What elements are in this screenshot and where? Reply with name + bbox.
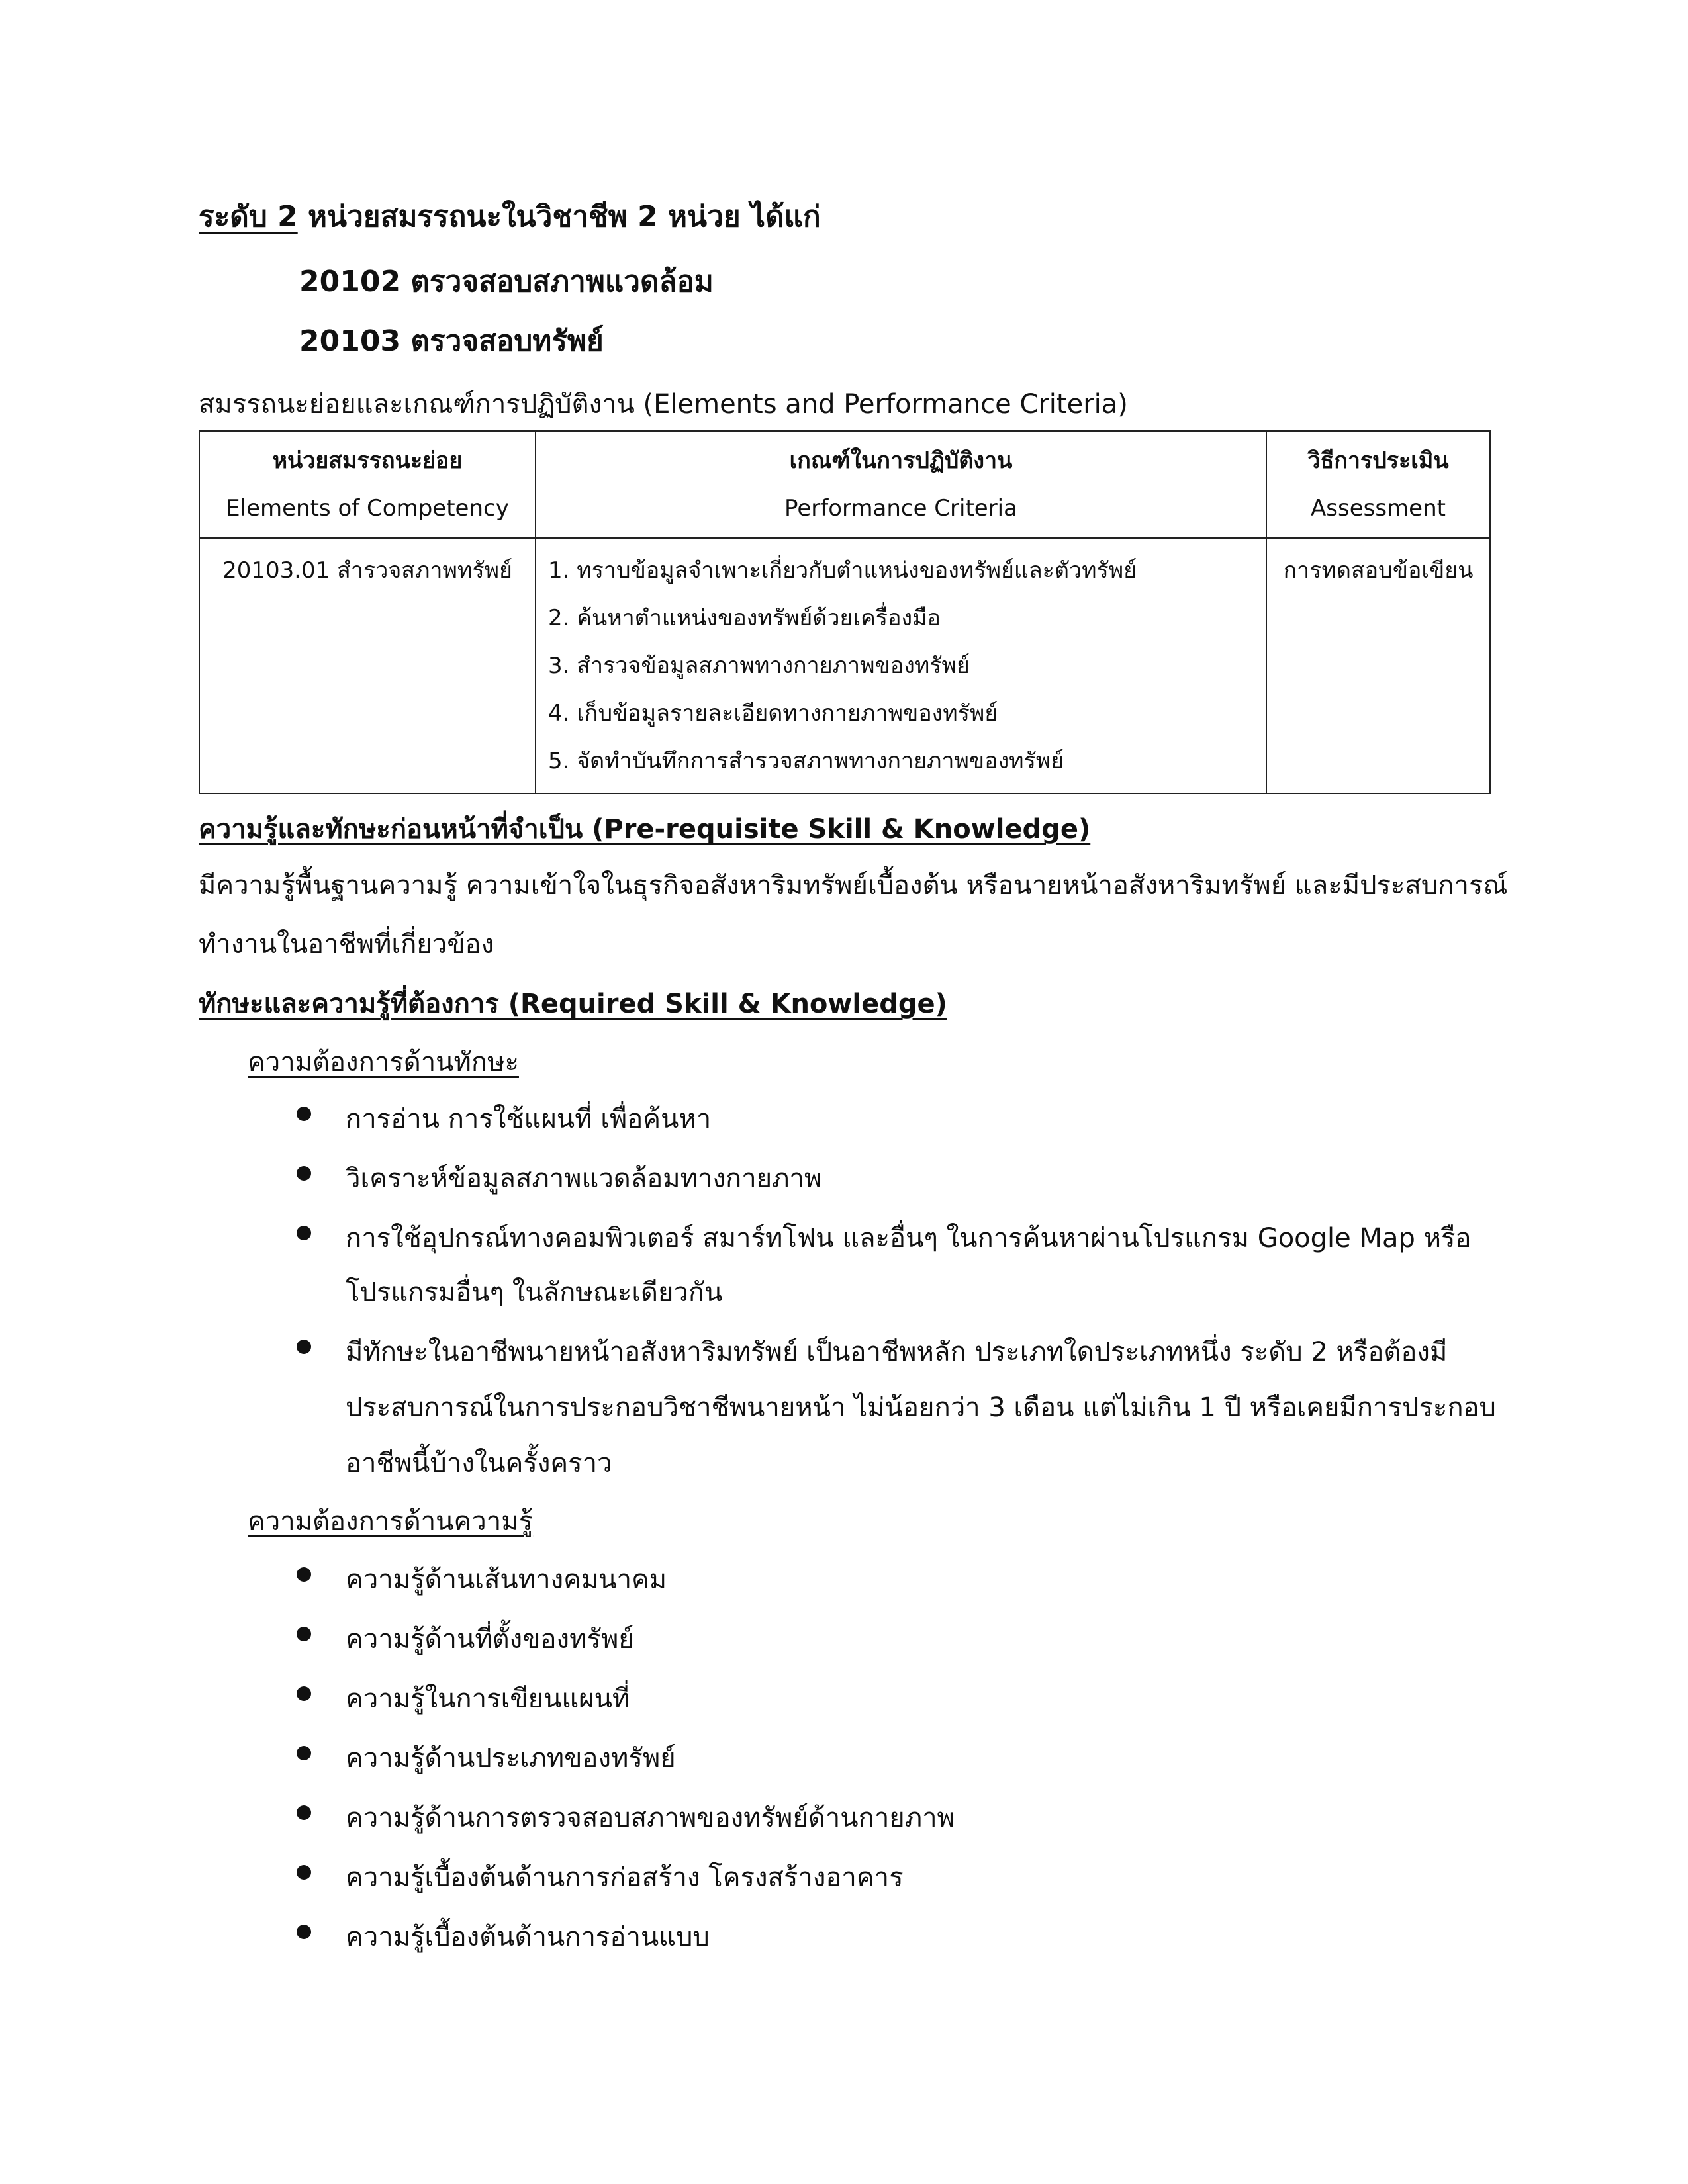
bullet-icon: [297, 1567, 311, 1582]
header-assessment: [1266, 431, 1490, 538]
table-header-row: [199, 431, 1490, 538]
knowledge-item: ความรู้เบื้องต้นด้านการก่อสร้าง โครงสร้างอาคาร: [346, 1862, 904, 1893]
skill-item-3-line-2: โปรแกรมอื่นๆ ในลักษณะเดียวกัน: [346, 1277, 723, 1308]
skills-heading: ความต้องการด้านทักษะ: [248, 1047, 519, 1077]
bullet-icon: [297, 1627, 311, 1641]
header-elements: [199, 431, 536, 538]
bullet-icon: [297, 1925, 311, 1939]
bullet-icon: [297, 1746, 311, 1760]
level-label: ระดับ 2: [199, 200, 298, 234]
header-assessment-th: วิธีการประเมิน: [1307, 447, 1449, 474]
level-heading-rest: หน่วยสมรรถนะในวิชาชีพ 2 หน่วย ได้แก่: [297, 200, 821, 234]
unit-20102: 20102 ตรวจสอบสภาพแวดล้อม: [299, 265, 714, 298]
header-criteria-en: Performance Criteria: [784, 495, 1017, 522]
knowledge-item: ความรู้ในการเขียนแผนที่: [346, 1684, 630, 1714]
skill-item-2: วิเคราะห์ข้อมูลสภาพแวดล้อมทางกายภาพ: [346, 1163, 822, 1194]
table-intro: สมรรถนะย่อยและเกณฑ์การปฏิบัติงาน (Elements and Performance Criteria): [199, 389, 1128, 420]
knowledge-heading: ความต้องการด้านความรู้: [248, 1506, 534, 1537]
knowledge-item: ความรู้ด้านเส้นทางคมนาคม: [346, 1565, 667, 1595]
competency-table: [199, 430, 1491, 794]
knowledge-item: ความรู้ด้านการตรวจสอบสภาพของทรัพย์ด้านกายภาพ: [346, 1803, 955, 1833]
bullet-icon: [297, 1865, 311, 1880]
knowledge-item: ความรู้ด้านที่ตั้งของทรัพย์: [346, 1624, 634, 1655]
criteria-item: 4. เก็บข้อมูลรายละเอียดทางกายภาพของทรัพย์: [548, 700, 998, 727]
assessment-cell: การทดสอบข้อเขียน: [1266, 538, 1490, 794]
skill-item-4-line-1: มีทักษะในอาชีพนายหน้าอสังหาริมทรัพย์ เป็นอาชีพหลัก ประเภทใดประเภทหนึ่ง ระดับ 2 หรือต้องมี: [346, 1337, 1448, 1367]
prereq-text-line-1: มีความรู้พื้นฐานความรู้ ความเข้าใจในธุรกิจอสังหาริมทรัพย์เบื้องต้น หรือนายหน้าอสังหาริมทรัพย์ และมีประสบการณ์: [199, 870, 1508, 901]
criteria-cell: [536, 538, 1266, 794]
level-heading: [199, 193, 821, 240]
bullet-icon: [297, 1107, 311, 1121]
header-criteria: [536, 431, 1266, 538]
skill-item-4-line-2: ประสบการณ์ในการประกอบวิชาชีพนายหน้า ไม่น้อยกว่า 3 เดือน แต่ไม่เกิน 1 ปี หรือเคยมีการประกอบ: [346, 1392, 1496, 1423]
bullet-icon: [297, 1805, 311, 1820]
header-elements-en: Elements of Competency: [226, 495, 509, 522]
skill-item-3-line-1: การใช้อุปกรณ์ทางคอมพิวเตอร์ สมาร์ทโฟน และอื่นๆ ในการค้นหาผ่านโปรแกรม Google Map หรือ: [346, 1223, 1472, 1253]
element-cell: 20103.01 สำรวจสภาพทรัพย์: [199, 538, 536, 794]
bullet-icon: [297, 1226, 311, 1240]
header-assessment-en: Assessment: [1311, 495, 1446, 522]
bullet-icon: [297, 1686, 311, 1701]
table-row: [199, 538, 1490, 794]
unit-20103: 20103 ตรวจสอบทรัพย์: [299, 324, 604, 358]
criteria-item: 3. สำรวจข้อมูลสภาพทางกายภาพของทรัพย์: [548, 653, 970, 679]
prereq-heading: ความรู้และทักษะก่อนหน้าที่จำเป็น (Pre-requisite Skill & Knowledge): [199, 814, 1091, 844]
bullet-icon: [297, 1166, 311, 1181]
criteria-item: 2. ค้นหาตำแหน่งของทรัพย์ด้วยเครื่องมือ: [548, 605, 941, 631]
criteria-item: 1. ทราบข้อมูลจำเพาะเกี่ยวกับตำแหน่งของทรัพย์และตัวทรัพย์: [548, 557, 1137, 584]
knowledge-item: ความรู้เบื้องต้นด้านการอ่านแบบ: [346, 1922, 710, 1952]
header-elements-th: หน่วยสมรรถนะย่อย: [272, 447, 463, 474]
prereq-text-line-2: ทำงานในอาชีพที่เกี่ยวข้อง: [199, 929, 494, 960]
knowledge-item: ความรู้ด้านประเภทของทรัพย์: [346, 1743, 676, 1774]
skill-item-4-line-3: อาชีพนี้บ้างในครั้งคราว: [346, 1448, 612, 1479]
bullet-icon: [297, 1340, 311, 1354]
header-criteria-th: เกณฑ์ในการปฏิบัติงาน: [789, 447, 1013, 474]
skill-item-1: การอ่าน การใช้แผนที่ เพื่อค้นหา: [346, 1104, 712, 1134]
criteria-item: 5. จัดทำบันทึกการสำรวจสภาพทางกายภาพของทรัพย์: [548, 748, 1064, 774]
required-heading: ทักษะและความรู้ที่ต้องการ (Required Skill & Knowledge): [199, 989, 947, 1019]
